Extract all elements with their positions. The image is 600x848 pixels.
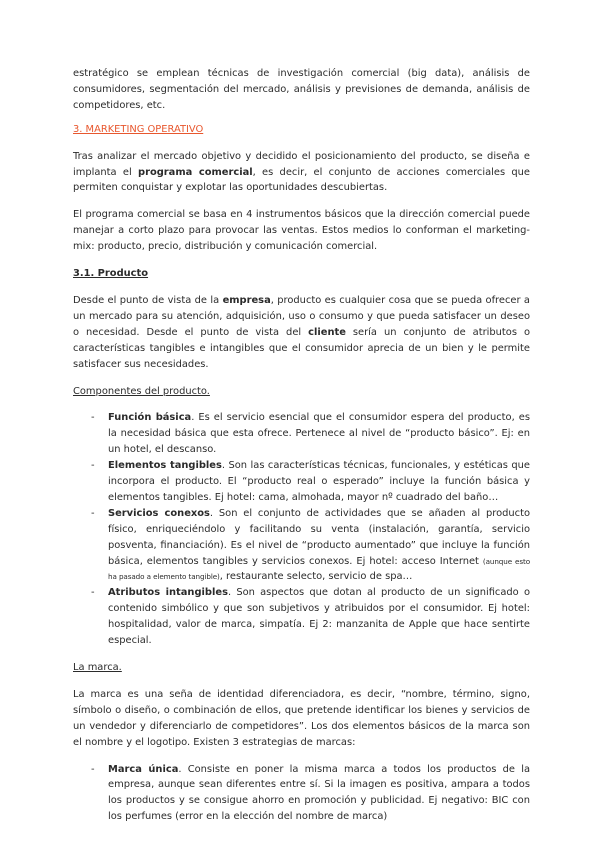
subsection-heading-producto: 3.1. Producto (73, 268, 149, 280)
strategies-list (73, 762, 530, 826)
components-heading: Componentes del producto. (73, 385, 210, 397)
paragraph-marketing-mix: El programa comercial se basa en 4 instrumentos básicos que la dirección comercial puede manejar a corto plazo para provocar las ventas. Estos medios lo conforman el marketing-mix: producto, precio, distribución y comunicación comercial. (73, 209, 530, 253)
paragraph-marca: La marca es una seña de identidad diferenciadora, es decir, “nombre, término, signo, símbolo o diseño, o combinación de ellos, que pretende identificar los bienes y servicios de un vendedor y diferenciarlo de competidores”. Los dos elementos básicos de la marca son el nombre y el logotipo. Existen 3 estrategias de marcas: (73, 688, 530, 748)
intro-paragraph: estratégico se emplean técnicas de investigación comercial (big data), análisis de consumidores, segmentación del mercado, análisis y previsiones de demanda, análisis de competidores, etc. (73, 68, 530, 111)
list-item-marca-unica: - Marca única. Consiste en poner la misma marca a todos los productos de la empresa, aunque sean diferentes entre sí. Si la imagen es positiva, ampara a todos los productos y se consigue ahorro en promoción y publicidad. Ej negativo: BIC con los perfumes (error en la elección del nombre de marca) (91, 763, 531, 823)
paragraph-producto-definition: Desde el punto de vista de la empresa, producto es cualquier cosa que se pueda ofrecer a un mercado para su atención, adquisición, uso o consumo y que pueda satisfacer un deseo o necesidad. Desde el punto de vista del cliente sería un conjunto de atributos o características tangibles e intangibles que el consumidor aprecia de un bien y le permite satisfacer sus necesidades. (73, 294, 530, 370)
list-item-servicios-conexos: - Servicios conexos. Son el conjunto de actividades que se añaden al producto físico, enriqueciéndolo y facilitando su venta (instalación, garantía, servicio posventa, financiación). Es el nivel de “producto aumentado” que incluye la función básica, elementos tangibles y servicios conexos. Ej hotel: acceso Internet (aunque esto ha pasado a elemento tangible), restaurante selecto, servicio de spa… (91, 507, 530, 583)
section-heading-marketing-operativo: 3. MARKETING OPERATIVO (73, 123, 204, 135)
list-item-atributos-intangibles: - Atributos intangibles. Son aspectos que dotan al producto de un significado o contenido simbólico y que son subjetivos y atribuidos por el consumidor. Ej hotel: hospitalidad, valor de marca, simpatía. Ej 2: manzanita de Apple que hace sentirte especial. (91, 587, 530, 647)
list-item-funcion-basica: - Función básica. Es el servicio esencial que el consumidor espera del producto, es la necesidad básica que esta ofrece. Pertenece al nivel de “producto básico”. Ej: en un hotel, el descanso. (91, 412, 530, 456)
document-page (73, 66, 530, 825)
marca-heading: La marca. (73, 662, 122, 673)
components-list (73, 410, 530, 649)
list-item-elementos-tangibles: - Elementos tangibles. Son las características técnicas, funcionales, y estéticas que incorpora el producto. El “producto real o esperado” incluye la función básica y elementos tangibles. Ej hotel: cama, almohada, mayor nº cuadrado del baño… (91, 460, 530, 503)
paragraph-programa-comercial: Tras analizar el mercado objetivo y decidido el posicionamiento del producto, se diseña e implanta el programa comercial, es decir, el conjunto de acciones comerciales que permiten conquistar y explotar las oportunidades descubiertas. (73, 150, 530, 194)
